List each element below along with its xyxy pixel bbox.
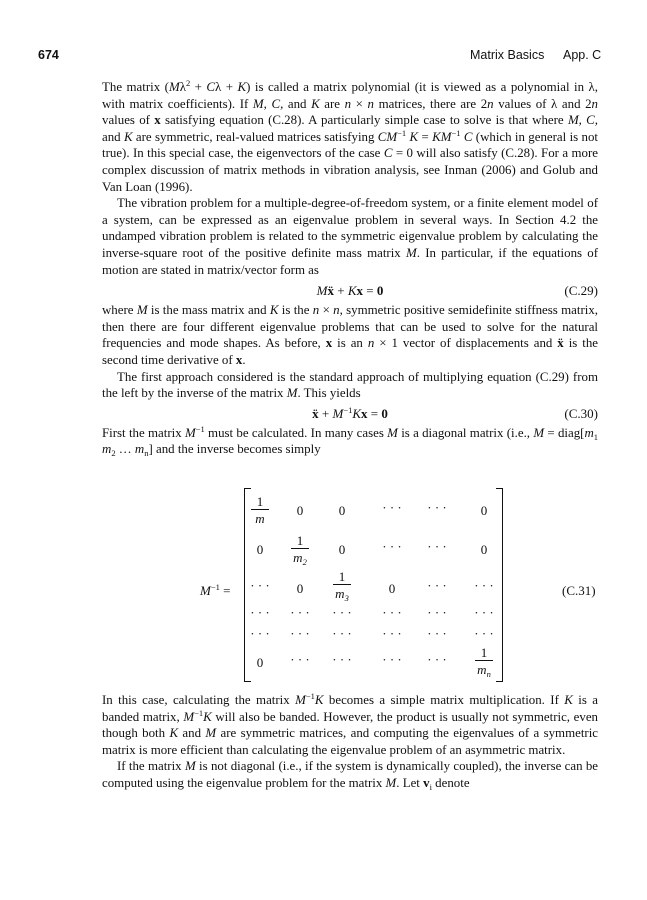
italic-run: M (316, 283, 328, 299)
matrix-cell-5-6: · · · (474, 626, 494, 641)
bold-run: ẍ (557, 336, 564, 351)
matrix-cell-3-5: · · · (427, 578, 447, 593)
italic-run: M (385, 775, 397, 790)
equation-c30-number: (C.30) (564, 405, 598, 421)
italic-run: K (314, 693, 324, 707)
matrix-cell-5-4: · · · (382, 626, 402, 641)
italic-run: n (367, 336, 375, 351)
frac-den-var: m (335, 586, 345, 601)
matrix-cell-3-4: 0 (388, 581, 396, 596)
running-section-title: Matrix Basics (470, 48, 545, 62)
bold-run: x (154, 113, 161, 128)
frac-den-var: m (255, 511, 265, 526)
matrix-cell-2-5: · · · (427, 539, 447, 554)
matrix-cell-3-1: · · · (250, 578, 270, 593)
matrix-cell-3-6: · · · (474, 578, 494, 593)
italic-run: n (367, 96, 374, 111)
text-block-bottom (102, 692, 598, 792)
equation-c29-number: (C.29) (564, 283, 598, 299)
italic-run: M (286, 386, 298, 401)
matrix-cell-2-2 (280, 533, 320, 565)
italic-run: m (102, 442, 112, 457)
sup-run: −1 (195, 423, 205, 434)
sup-run: −1 (343, 404, 353, 415)
matrix-cell-1-1 (240, 494, 280, 526)
matrix-cell-5-2: · · · (290, 626, 310, 641)
matrix-cell-4-3: · · · (332, 605, 352, 620)
sup-run: −1 (451, 127, 461, 138)
italic-run: CM (377, 129, 398, 144)
italic-run: K (203, 709, 212, 724)
italic-run: C (206, 80, 216, 94)
page-number: 674 (38, 48, 59, 62)
italic-run: m (134, 442, 145, 457)
italic-run: n (333, 303, 340, 318)
bold-run: x (356, 283, 363, 299)
bold-run: x (235, 352, 243, 367)
italic-run: M (405, 245, 417, 260)
matrix-cell-6-6 (464, 645, 504, 677)
italic-run: M (168, 80, 180, 94)
sub-run: i (429, 781, 432, 792)
matrix-cell-5-1: · · · (250, 626, 270, 641)
matrix-cell-2-6: 0 (480, 542, 488, 557)
italic-run: n (591, 96, 598, 111)
bold-run: x (361, 405, 368, 421)
bold-run: ẍ (327, 283, 334, 299)
matrix-cell-1-3: 0 (338, 503, 346, 518)
frac-den (333, 584, 351, 601)
matrix-cell-6-2: · · · (290, 652, 310, 667)
italic-run: M (533, 425, 545, 440)
italic-run: n (312, 303, 320, 318)
bold-run: ẍ (312, 405, 319, 421)
sup-run: −1 (397, 127, 407, 138)
bold-run: 0 (381, 405, 388, 421)
paragraph-inverse-mass: First the matrix $M^{-1}$ must be calculated. In many cases M is a diagonal matrix (i.e., $M = diag[m_1$ $m_2$ … $m_n$] and the inverse becomes simply (102, 423, 598, 459)
matrix-cell-3-2: 0 (296, 581, 304, 596)
matrix-cell-6-3: · · · (332, 652, 352, 667)
matrix-cell-5-5: · · · (427, 626, 447, 641)
sub-run: 2 (111, 448, 116, 459)
italic-run: n (344, 96, 352, 111)
italic-run: M (184, 425, 196, 440)
bold-run: x (325, 336, 333, 351)
equation-c30-body: ẍ + $M^{-1}Kx = 0$ (312, 404, 388, 421)
matrix-cell-6-1: 0 (256, 655, 264, 670)
matrix-cell-4-2: · · · (290, 605, 310, 620)
italic-run: M (136, 303, 148, 318)
matrix-cell-3-3 (322, 569, 362, 601)
italic-run: m (584, 425, 594, 440)
matrix-cell-6-5: · · · (427, 652, 447, 667)
italic-run: K (237, 80, 247, 94)
sup-run: 2 (185, 78, 191, 88)
italic-run: M (295, 693, 306, 707)
frac-den (291, 548, 309, 565)
italic-run: M (387, 425, 398, 440)
frac-den-sub: 2 (302, 557, 307, 567)
matrix-cell-1-6: 0 (480, 503, 488, 518)
matrix-cell-4-1: · · · (250, 605, 270, 620)
frac-num: 1 (480, 645, 488, 660)
equation-c29-body: Mẍ + Kx = 0 (316, 283, 384, 299)
frac-den-sub: n (486, 669, 491, 679)
matrix-label-m: M (200, 583, 211, 598)
frac-num: 1 (256, 494, 264, 509)
paragraph-vibration-problem: The vibration problem for a multiple-degree-of-freedom system, or a finite element model of a system, can be expressed as an eigenvalue problem in several ways. In Section 4.2 the undamped vibration problem is related to the symmetric eigenvalue problem by calculating the inverse-square root of the positive definite mass matrix M. In particular, if the equations of motion are stated in matrix/vector form as (102, 196, 599, 277)
matrix-cell-1-4: · · · (382, 500, 402, 515)
frac-den-sub: 3 (344, 593, 349, 603)
matrix-cell-2-4: · · · (382, 539, 402, 554)
matrix-cell-4-5: · · · (427, 605, 447, 620)
bold-run: v (423, 775, 430, 790)
italic-run: n (487, 96, 494, 111)
paragraph-stiffness-matrix: where M is the mass matrix and K is the n × n, symmetric positive semidefinite stiffness matrix, then there are four different eigenvalue problems that can be used to solve for the natural frequencies and mode shapes. As before, x is an n × 1 vector of displacements and ẍ is the second time derivative of x. (102, 303, 599, 367)
frac-num: 1 (338, 569, 346, 584)
italic-run: K (409, 129, 419, 144)
italic-run: M (332, 405, 344, 421)
italic-run: C (463, 129, 473, 144)
matrix-cell-6-4: · · · (382, 652, 402, 667)
paragraph-simple-multiplication: In this case, calculating the matrix $M^{-1}K$ becomes a simple matrix multiplication. If K is a banded matrix, $M^{-1}K$ will also be banded. However, the product is usually not symmetric, even though both K and M are symmetric matrices, and computing the eigenvalues of a symmetric matrix is more efficient than calculating the eigenvalue problem of an asymmetric matrix. (102, 691, 599, 757)
italic-run: M (205, 726, 217, 741)
italic-run: C (383, 146, 393, 161)
sub-run: 1 (593, 431, 598, 442)
italic-run: K (269, 303, 279, 318)
paragraph-nondiagonal-mass: If the matrix M is not diagonal (i.e., if the system is dynamically coupled), the inverse can be computed using the eigenvalue problem for the matrix M. Let $v_i$ denote (102, 759, 598, 792)
matrix-cell-2-1: 0 (256, 542, 264, 557)
sup-run: −1 (305, 691, 315, 701)
equation-c30 (102, 405, 598, 422)
matrix-label-equals: = (219, 583, 231, 598)
italic-run: K (347, 283, 357, 299)
italic-run: K (169, 726, 179, 741)
italic-run: M (184, 759, 196, 774)
italic-run: K (311, 96, 320, 111)
equation-c29 (102, 282, 598, 299)
italic-run: M (183, 709, 195, 724)
matrix-cell-4-4: · · · (382, 605, 402, 620)
matrix-label-sup: −1 (210, 582, 220, 592)
bold-run: 0 (376, 283, 384, 299)
sub-run: n (144, 448, 149, 459)
matrix-equation-number: (C.31) (562, 583, 596, 598)
sup-run: −1 (194, 707, 204, 718)
running-appendix-label: App. C (563, 48, 602, 62)
text-block-top (102, 79, 598, 458)
matrix-cell-2-3: 0 (338, 542, 346, 557)
frac-den-var: m (293, 550, 303, 565)
italic-run: M, C, (252, 96, 284, 111)
matrix-cell-4-6: · · · (474, 605, 494, 620)
italic-run: M, C, (567, 113, 599, 128)
matrix-cell-5-3: · · · (332, 626, 352, 641)
frac-den (475, 660, 493, 677)
paragraph-first-approach: The first approach considered is the standard approach of multiplying equation (C.29) from the left by the inverse of the matrix M. This yields (102, 369, 598, 401)
italic-run: K (123, 129, 133, 144)
matrix-label (200, 583, 230, 599)
frac-den (251, 509, 269, 526)
italic-run: K (564, 693, 573, 707)
matrix-cell-1-5: · · · (427, 500, 447, 515)
italic-run: KM (432, 129, 452, 144)
matrix-cell-1-2: 0 (296, 503, 304, 518)
paragraph-matrix-polynomial: The matrix $(M\lambda^2 + C\lambda + K)$ is called a matrix polynomial (it is viewed as a polynomial in λ, with matrix coefficients). If M, C, and K are n × n matrices, there are 2n values of λ and 2n values of x satisfying equation (C.28). A particularly simple case to solve is that where M, C, and K are symmetric, real-valued matrices satisfying $CM^{-1}$ $K = KM^{-1}$ C (which in general is not true). In this special case, the eigenvectors of the case C = 0 will also satisfy (C.28). For a more complex discussion of matrix methods in vibration analysis, see Inman (2006) and Golub and Van Loan (1996). (102, 78, 599, 194)
frac-den-var: m (477, 662, 487, 677)
italic-run: K (352, 405, 362, 421)
frac-num: 1 (296, 533, 304, 548)
